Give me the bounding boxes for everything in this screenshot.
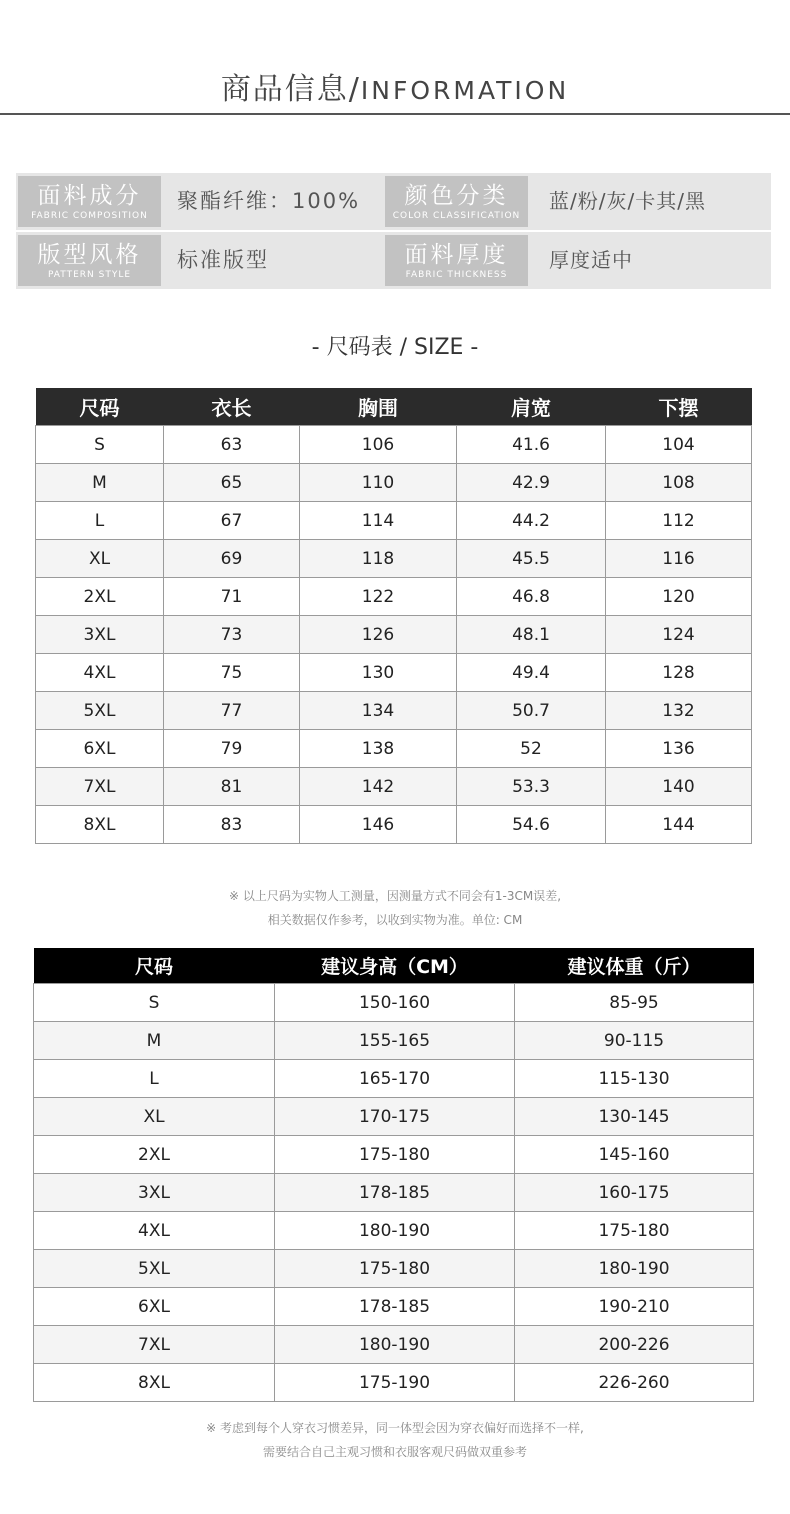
table-cell: 3XL [34, 1174, 275, 1212]
table-cell: 50.7 [457, 692, 606, 730]
pattern-style-label [18, 235, 161, 286]
page-title-en: INFORMATION [360, 76, 570, 105]
table-cell: 46.8 [457, 578, 606, 616]
table-cell: 6XL [34, 1288, 275, 1326]
table-row [36, 692, 752, 730]
table-row [36, 464, 752, 502]
table-cell: 226-260 [515, 1364, 754, 1402]
table-row [36, 426, 752, 464]
table-cell: 7XL [36, 768, 164, 806]
table-row [34, 1022, 754, 1060]
table-cell: 85-95 [515, 984, 754, 1022]
table-cell: 175-180 [515, 1212, 754, 1250]
table-cell: 178-185 [275, 1288, 515, 1326]
table-row [36, 578, 752, 616]
table-cell: L [34, 1060, 275, 1098]
table-cell: 63 [164, 426, 300, 464]
note-line: 相关数据仅作参考，以收到实物为准。单位: CM [267, 913, 523, 927]
header-height: 建议身高（CM） [275, 948, 515, 984]
label-en: PATTERN STYLE [47, 270, 132, 280]
table-cell: 115-130 [515, 1060, 754, 1098]
pattern-style-value: 标准版型 [177, 248, 269, 272]
table-row [34, 1098, 754, 1136]
table-cell: 155-165 [275, 1022, 515, 1060]
table-row [36, 502, 752, 540]
table-cell: 49.4 [457, 654, 606, 692]
table-row [34, 1060, 754, 1098]
table-cell: 2XL [36, 578, 164, 616]
table-cell: 134 [300, 692, 457, 730]
table-cell: 140 [606, 768, 752, 806]
table-row [34, 1212, 754, 1250]
header-length: 衣长 [164, 388, 300, 426]
table-row [34, 1364, 754, 1402]
table-cell: 67 [164, 502, 300, 540]
table-cell: 42.9 [457, 464, 606, 502]
table-cell: 83 [164, 806, 300, 844]
color-classification-label [385, 176, 528, 227]
page-title [0, 64, 790, 108]
header-hem: 下摆 [606, 388, 752, 426]
label-en: FABRIC THICKNESS [405, 270, 508, 280]
table-cell: 106 [300, 426, 457, 464]
header-divider [0, 113, 790, 115]
table-cell: 8XL [34, 1364, 275, 1402]
table-cell: 75 [164, 654, 300, 692]
table-cell: 48.1 [457, 616, 606, 654]
table-cell: 150-160 [275, 984, 515, 1022]
table-cell: 142 [300, 768, 457, 806]
table-cell: 41.6 [457, 426, 606, 464]
table-row [34, 1136, 754, 1174]
table-cell: 175-180 [275, 1250, 515, 1288]
info-row-2 [16, 232, 771, 289]
table-cell: 138 [300, 730, 457, 768]
table-cell: 108 [606, 464, 752, 502]
table-cell: 200-226 [515, 1326, 754, 1364]
info-row-1 [16, 173, 771, 230]
table-row [34, 1250, 754, 1288]
table-cell: 44.2 [457, 502, 606, 540]
label-cn: 面料厚度 [404, 242, 509, 268]
table-cell: L [36, 502, 164, 540]
table-cell: 71 [164, 578, 300, 616]
fabric-thickness-value: 厚度适中 [549, 248, 633, 272]
table-cell: M [34, 1022, 275, 1060]
table-cell: 175-190 [275, 1364, 515, 1402]
size-table [35, 388, 752, 844]
table-cell: 3XL [36, 616, 164, 654]
table-cell: 146 [300, 806, 457, 844]
table-cell: 73 [164, 616, 300, 654]
table-row [36, 806, 752, 844]
table-cell: 130-145 [515, 1098, 754, 1136]
header-size: 尺码 [36, 388, 164, 426]
table-cell: 5XL [34, 1250, 275, 1288]
table-row [34, 1174, 754, 1212]
color-classification-value: 蓝/粉/灰/卡其/黑 [549, 189, 706, 213]
table-cell: 112 [606, 502, 752, 540]
table-cell: 180-190 [275, 1212, 515, 1250]
table-cell: 160-175 [515, 1174, 754, 1212]
table-cell: 124 [606, 616, 752, 654]
table-cell: 90-115 [515, 1022, 754, 1060]
table-cell: 65 [164, 464, 300, 502]
fit-advice-note [0, 1416, 790, 1464]
header-chest: 胸围 [300, 388, 457, 426]
table-cell: S [34, 984, 275, 1022]
fabric-thickness-label [385, 235, 528, 286]
note-line: ※ 以上尺码为实物人工测量，因测量方式不同会有1-3CM误差, [228, 889, 562, 903]
table-cell: S [36, 426, 164, 464]
table-cell: 130 [300, 654, 457, 692]
size-table-header [36, 388, 752, 426]
header-size: 尺码 [34, 948, 275, 984]
table-cell: 136 [606, 730, 752, 768]
page-title-cn: 商品信息/ [220, 72, 361, 107]
table-cell: 77 [164, 692, 300, 730]
table-cell: 110 [300, 464, 457, 502]
fabric-composition-label [18, 176, 161, 227]
table-cell: 6XL [36, 730, 164, 768]
measurement-note [0, 884, 790, 932]
table-cell: 180-190 [275, 1326, 515, 1364]
table-cell: 144 [606, 806, 752, 844]
table-cell: 180-190 [515, 1250, 754, 1288]
table-cell: 8XL [36, 806, 164, 844]
label-cn: 版型风格 [37, 242, 142, 268]
table-cell: 4XL [36, 654, 164, 692]
table-row [36, 540, 752, 578]
table-cell: 45.5 [457, 540, 606, 578]
header-shoulder: 肩宽 [457, 388, 606, 426]
table-cell: 4XL [34, 1212, 275, 1250]
table-cell: 132 [606, 692, 752, 730]
table-cell: 5XL [36, 692, 164, 730]
table-row [36, 730, 752, 768]
table-cell: M [36, 464, 164, 502]
table-row [36, 616, 752, 654]
table-cell: 126 [300, 616, 457, 654]
recommend-table-header [34, 948, 754, 984]
table-cell: 122 [300, 578, 457, 616]
table-cell: 81 [164, 768, 300, 806]
table-cell: 178-185 [275, 1174, 515, 1212]
table-cell: 165-170 [275, 1060, 515, 1098]
note-line: ※ 考虑到每个人穿衣习惯差异，同一体型会因为穿衣偏好而选择不一样, [206, 1421, 584, 1435]
table-cell: 120 [606, 578, 752, 616]
table-cell: XL [34, 1098, 275, 1136]
label-cn: 颜色分类 [404, 183, 509, 209]
table-cell: 7XL [34, 1326, 275, 1364]
table-row [36, 768, 752, 806]
table-cell: 128 [606, 654, 752, 692]
table-cell: 145-160 [515, 1136, 754, 1174]
header-weight: 建议体重（斤） [515, 948, 754, 984]
fabric-composition-value: 聚酯纤维：100% [177, 189, 361, 213]
label-en: FABRIC COMPOSITION [31, 211, 148, 221]
table-cell: 52 [457, 730, 606, 768]
table-cell: 54.6 [457, 806, 606, 844]
table-cell: 79 [164, 730, 300, 768]
table-cell: 190-210 [515, 1288, 754, 1326]
table-cell: XL [36, 540, 164, 578]
table-row [34, 984, 754, 1022]
label-en: COLOR CLASSIFICATION [392, 211, 521, 221]
table-cell: 53.3 [457, 768, 606, 806]
table-cell: 170-175 [275, 1098, 515, 1136]
table-cell: 69 [164, 540, 300, 578]
table-row [34, 1326, 754, 1364]
table-cell: 175-180 [275, 1136, 515, 1174]
note-line: 需要结合自己主观习惯和衣服客观尺码做双重参考 [262, 1445, 527, 1459]
size-chart-title: - 尺码表 / SIZE - [311, 335, 479, 360]
recommend-table [33, 948, 754, 1402]
label-cn: 面料成分 [37, 183, 142, 209]
table-row [36, 654, 752, 692]
table-cell: 114 [300, 502, 457, 540]
table-row [34, 1288, 754, 1326]
table-cell: 2XL [34, 1136, 275, 1174]
table-cell: 116 [606, 540, 752, 578]
table-cell: 104 [606, 426, 752, 464]
table-cell: 118 [300, 540, 457, 578]
